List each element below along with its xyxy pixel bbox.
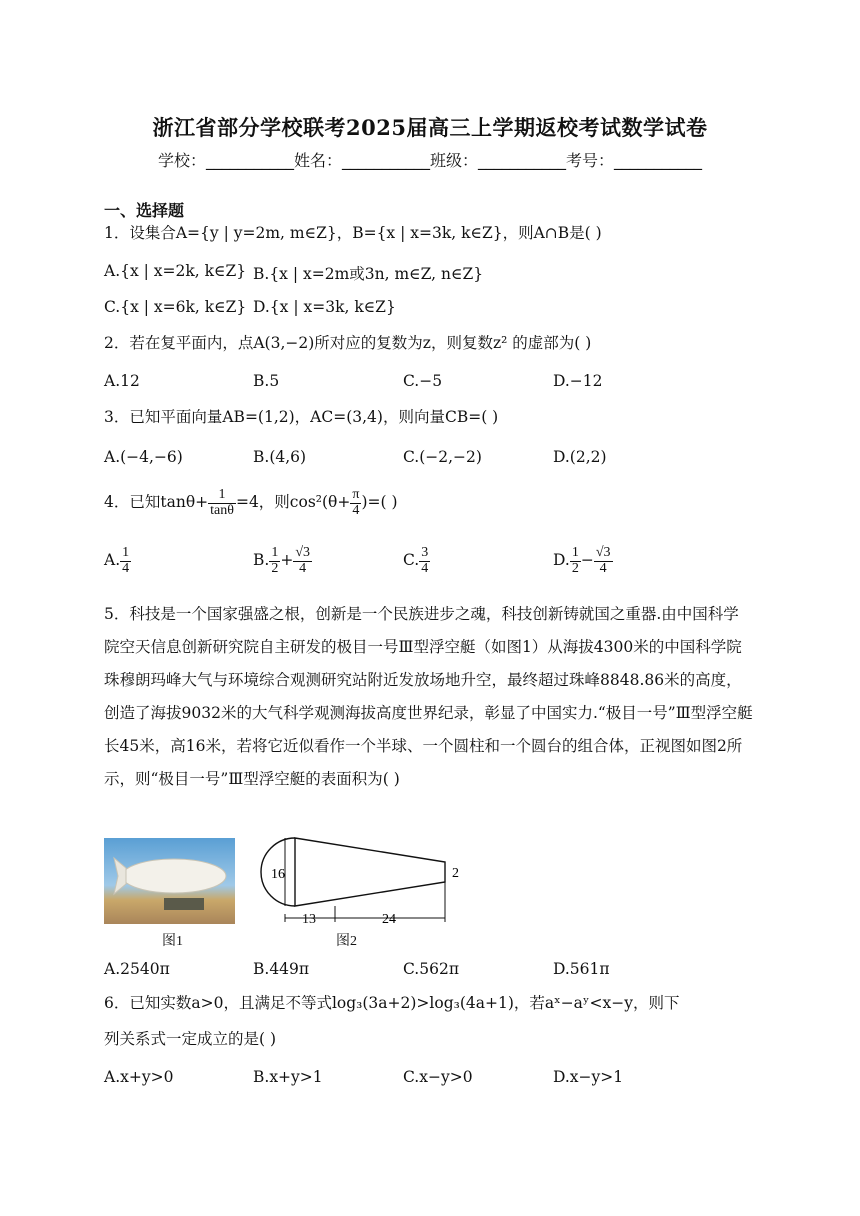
- q3-option-c: C.(−2,−2): [403, 448, 482, 466]
- q3-option-a: A.(−4,−6): [104, 448, 183, 466]
- q3-option-d: D.(2,2): [553, 448, 607, 466]
- q4-b-label: B.: [253, 551, 270, 570]
- figure-1-caption: 图1: [162, 934, 183, 949]
- q4-stem-mid: =4，则cos²(θ+: [235, 493, 351, 512]
- q4-b-fraction-1: [269, 546, 280, 576]
- q4-b-n1: 1: [271, 545, 279, 560]
- q4-d-n1: 1: [571, 545, 579, 560]
- q4-option-a: [104, 546, 131, 576]
- q4-d-fraction-2: [594, 546, 613, 576]
- q4-d-minus: −: [580, 551, 594, 570]
- q1-option-c: C.{x | x=6k, k∈Z}: [104, 298, 247, 316]
- q4-a-fraction: [120, 546, 131, 576]
- q4-stem-fraction: [208, 488, 236, 518]
- figure-2-caption: 图2: [336, 934, 357, 949]
- section-heading: 一、选择题: [104, 201, 185, 220]
- airship-outline-body: [295, 838, 445, 906]
- airship-photo-drawing: [104, 838, 235, 924]
- q4-d-d2: 4: [594, 561, 613, 577]
- q5-option-c: C.562π: [403, 960, 460, 978]
- dim-cyl-label: 13: [302, 912, 316, 927]
- q4-d-fraction-1: [570, 546, 581, 576]
- q4-stem-fraction-2: [350, 488, 361, 518]
- q6-option-c: C.x−y>0: [403, 1068, 473, 1086]
- q4-b-fraction-2: [293, 546, 312, 576]
- q4-d-n2: √3: [595, 545, 611, 560]
- q1-option-d: D.{x | x=3k, k∈Z}: [253, 298, 396, 316]
- q4-c-num: 3: [421, 545, 429, 560]
- q5-option-d: D.561π: [553, 960, 610, 978]
- q6-option-d: D.x−y>1: [553, 1068, 624, 1086]
- q4-stem-post: )=( ): [361, 493, 398, 512]
- q4-option-d: [553, 546, 613, 576]
- q4-option-c: [403, 546, 430, 576]
- q4-stem-pre: 4．已知tanθ+: [104, 493, 209, 512]
- q3-stem: 3．已知平面向量AB=(1,2)，AC=(3,4)，则向量CB=( ): [104, 408, 499, 426]
- figure-2-diagram: [245, 834, 475, 934]
- q6-option-a: A.x+y>0: [104, 1068, 174, 1086]
- q6-option-b: B.x+y>1: [253, 1068, 323, 1086]
- q4-b-n2: √3: [295, 545, 311, 560]
- q4-b-d2: 4: [293, 561, 312, 577]
- q5-option-a: A.2540π: [104, 960, 170, 978]
- q2-stem: 2．若在复平面内，点A(3,−2)所对应的复数为z，则复数z² 的虚部为( ): [104, 334, 592, 352]
- q4-frac-den: tanθ: [210, 502, 234, 518]
- q4-b-plus: +: [280, 551, 294, 570]
- q4-frac2-den: 4: [350, 503, 361, 519]
- q4-a-den: 4: [122, 560, 130, 576]
- q5-text: 5．科技是一个国家强盛之根，创新是一个民族进步之魂，科技创新铸就国之重器.由中国科学院空天信息创新研究院自主研发的极目一号Ⅲ型浮空艇（如图1）从海拔4300米的中国科学院珠穆朗玛峰大气与环境综合观测研究站附近发放场地升空，最终超过珠峰8848.86米的高度，创造了海拔9032米的大气科学观测海拔高度世界纪录，彰显了中国实力.“极目一号”Ⅲ型浮空艇长45米，高16米，若将它近似看作一个半球、一个圆柱和一个圆台的组合体，正视图如图2所示，则“极目一号”Ⅲ型浮空艇的表面积为( ): [104, 605, 753, 788]
- q4-option-b: [253, 546, 312, 576]
- q4-c-fraction: [419, 546, 430, 576]
- q1-stem: 1．设集合A={y | y=2m, m∈Z}，B={x | x=3k, k∈Z}，则A∩B是( ): [104, 224, 602, 242]
- dim-cone-label: 24: [382, 912, 396, 927]
- q5-option-b: B.449π: [253, 960, 310, 978]
- q4-frac2-num: π: [352, 487, 360, 502]
- q2-option-a: A.12: [104, 372, 140, 390]
- q1-option-a: A.{x | x=2k, k∈Z}: [104, 262, 247, 280]
- exam-title: 浙江省部分学校联考2025届高三上学期返校考试数学试卷: [152, 115, 708, 140]
- q6-stem-line-2: 列关系式一定成立的是( ): [104, 1030, 277, 1048]
- q4-d-d1: 2: [571, 560, 579, 576]
- q6-stem-line-1: 6．已知实数a>0，且满足不等式log₃(3a+2)>log₃(4a+1)，若aˣ−aʸ<x−y，则下: [104, 994, 680, 1012]
- q1-option-b: B.{x | x=2m或3n, m∈Z, n∈Z}: [253, 265, 484, 283]
- q4-a-label: A.: [104, 551, 121, 570]
- q4-b-d1: 2: [271, 560, 279, 576]
- q2-option-c: C.−5: [403, 372, 443, 390]
- dim-height-label: 16: [271, 867, 285, 882]
- q2-option-b: B.5: [253, 372, 280, 390]
- q4-d-label: D.: [553, 551, 570, 570]
- airship-photo: [104, 838, 235, 924]
- dim-tip-label: 2: [452, 866, 459, 881]
- q4-frac-num: 1: [218, 487, 226, 502]
- q2-option-d: D.−12: [553, 372, 603, 390]
- q4-a-num: 1: [122, 545, 130, 560]
- q4-c-den: 4: [421, 560, 429, 576]
- q3-option-b: B.(4,6): [253, 448, 307, 466]
- q4-stem: [104, 488, 398, 518]
- q4-c-label: C.: [403, 551, 420, 570]
- student-info-line: 学校：___________姓名：___________班级：___________考号：___________: [157, 151, 702, 170]
